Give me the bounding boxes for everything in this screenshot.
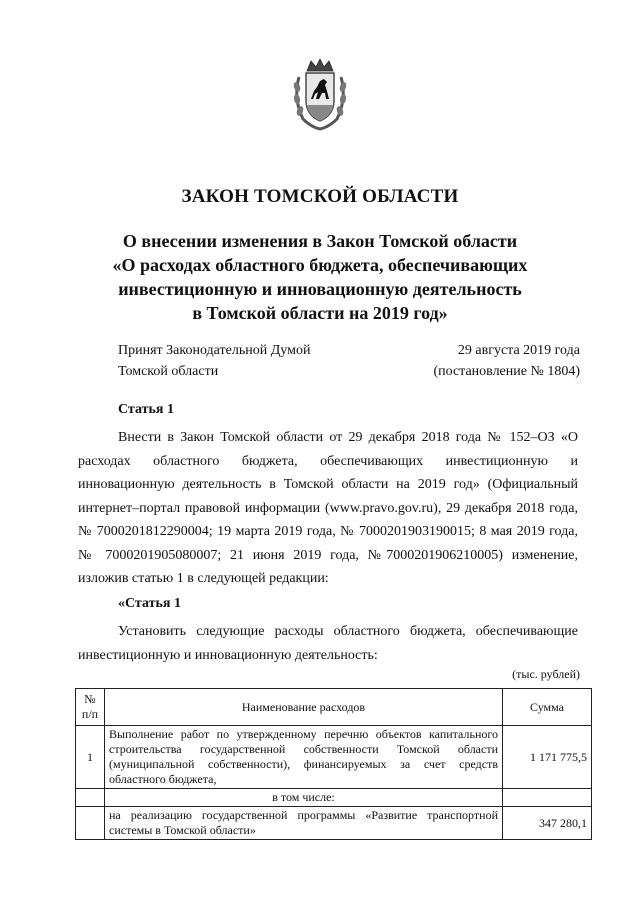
subtitle-line: О внесении изменения в Закон Томской области <box>122 231 518 251</box>
expenses-table <box>75 688 592 840</box>
table-header-row <box>76 689 592 726</box>
row-num-empty <box>76 807 105 840</box>
resolution-line: (постановление № 1804) <box>433 364 580 379</box>
units-label: (тыс. рублей) <box>512 667 580 681</box>
subtitle-line: «О расходах областного бюджета, обеспечивающих <box>112 255 528 275</box>
date-line: 29 августа 2019 года <box>457 343 580 358</box>
coat-of-arms-emblem <box>289 57 351 133</box>
header-num: № п/п <box>76 689 105 726</box>
adoption-date <box>433 340 580 382</box>
row-name: Выполнение работ по утвержденному перечню объектов капитального строительства государственной собственности Томской области (муниципальной собственности), финансируемых за счет средств областного бюджета, <box>105 726 503 789</box>
adopted-line: Принят Законодательной Думой <box>118 343 311 358</box>
law-subtitle <box>0 229 640 325</box>
table-row <box>76 807 592 840</box>
table-row <box>76 726 592 789</box>
document-title: ЗАКОН ТОМСКОЙ ОБЛАСТИ <box>181 186 459 207</box>
adopted-line: Томской области <box>118 364 219 379</box>
row-name: на реализацию государственной программы «Развитие транспортной системы в Томской области» <box>105 807 503 840</box>
row-sum: 1 171 775,5 <box>503 726 592 789</box>
header-name: Наименование расходов <box>105 689 503 726</box>
article-body: Внести в Закон Томской области от 29 декабря 2018 года № 152–ОЗ «О расходах областного бюджета, обеспечивающих инвестиционную и инновационную деятельность в Томской области на 2019 год» (Официальный интернет–портал правовой информации (www.pravo.gov.ru), 29 декабря 2018 года, № 7000201812290004; 19 марта 2019 года, № 7000201903190015; 8 мая 2019 года, № 7000201905080007; 21 июня 2019 года, №7000201906210005) изменение, изложив статью 1 в следующей редакции: <box>78 430 578 586</box>
row-num-empty <box>76 789 105 807</box>
quoted-article-body: Установить следующие расходы областного бюджета, обеспечивающие инвестиционную и инновационную деятельность: <box>78 624 578 663</box>
adopted-by <box>118 340 310 382</box>
quoted-article-heading: «Статья 1 <box>118 596 181 611</box>
subtitle-line: инвестиционную и инновационную деятельность <box>118 279 522 299</box>
row-sum: 347 280,1 <box>503 807 592 840</box>
row-sum-empty <box>503 789 592 807</box>
row-num: 1 <box>76 726 105 789</box>
table-subheader-row <box>76 789 592 807</box>
subtitle-line: в Томской области на 2019 год» <box>192 303 448 323</box>
article-heading: Статья 1 <box>118 402 174 417</box>
subheader-label: в том числе: <box>105 789 503 807</box>
header-sum: Сумма <box>503 689 592 726</box>
